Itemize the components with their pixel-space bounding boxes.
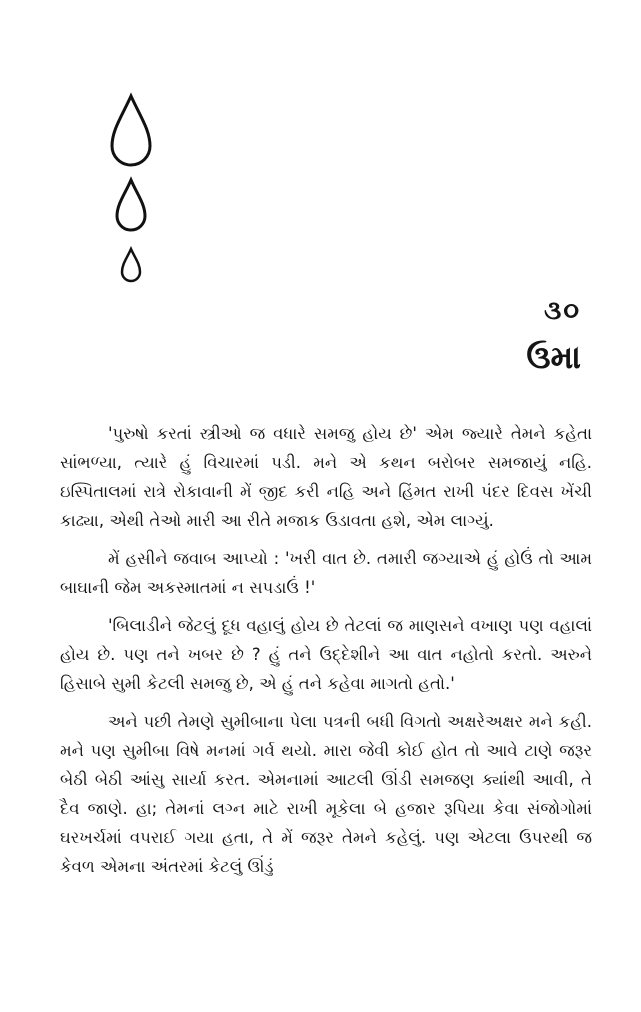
paragraph: મેં હસીને જવાબ આપ્યો : 'ખરી વાત છે. તમારી જગ્યાએ હું હોઉં તો આમ બાઘાની જેમ અકસ્માતમાં ન સપડાઉં !' [60, 549, 592, 597]
chapter-ornament [0, 0, 641, 300]
paragraph: અને પછી તેમણે સુમીબાના પેલા પત્રની બધી વિગતો અક્ષરેઅક્ષર મને કહી. મને પણ સુમીબા વિષે મનમાં ગર્વ થયો. મારા જેવી કોઈ હોત તો આવે ટાણે જરૂર બેઠી બેઠી આંસુ સાર્યા કરત. એમનામાં આટલી ઊંડી સમજણ ક્યાંથી આવી, તે દૈવ જાણે. હા; તેમનાં લગ્ન માટે રાખી મૂકેલા બે હજાર રૂપિયા કેવા સંજોગોમાં ઘરખર્ચમાં વપરાઈ ગયા હતા, તે મેં જરૂર તેમને કહેલું. પણ એટલા ઉપરથી જ કેવળ એમના અંતરમાં કેટલું ઊંડું [60, 712, 592, 876]
paragraph: 'બિલાડીને જેટલું દૂધ વહાલું હોય છે તેટલાં જ માણસને વખાણ પણ વહાલાં હોય છે. પણ તને ખબર છે ? હું તને ઉદ્દેશીને આ વાત નહોતો કરતો. અરુને હિસાબે સુમી કેટલી સમજુ છે, એ હું તને કહેવા માગતો હતો.' [60, 616, 592, 693]
small-drop-icon [122, 249, 140, 281]
large-drop-icon [112, 96, 150, 165]
chapter-number: ૩૦ [544, 296, 581, 326]
medium-drop-icon [117, 180, 145, 230]
chapter-title: ઉમા [526, 338, 581, 376]
paragraph: 'પુરુષો કરતાં સ્ત્રીઓ જ વધારે સમજુ હોય છે' એમ જ્યારે તેમને કહેતા સાંભળ્યા, ત્યારે હું વિચારમાં પડી. મને એ કથન બરોબર સમજાયું નહિ. ઇસ્પિતાલમાં રાત્રે રોકાવાની મેં જીદ કરી નહિ અને હિંમત રાખી પંદર દિવસ ખેંચી કાઢ્યા, એથી તેઓ મારી આ રીતે મજાક ઉડાવતા હશે, એમ લાગ્યું. [60, 424, 592, 530]
body-text [60, 419, 592, 890]
